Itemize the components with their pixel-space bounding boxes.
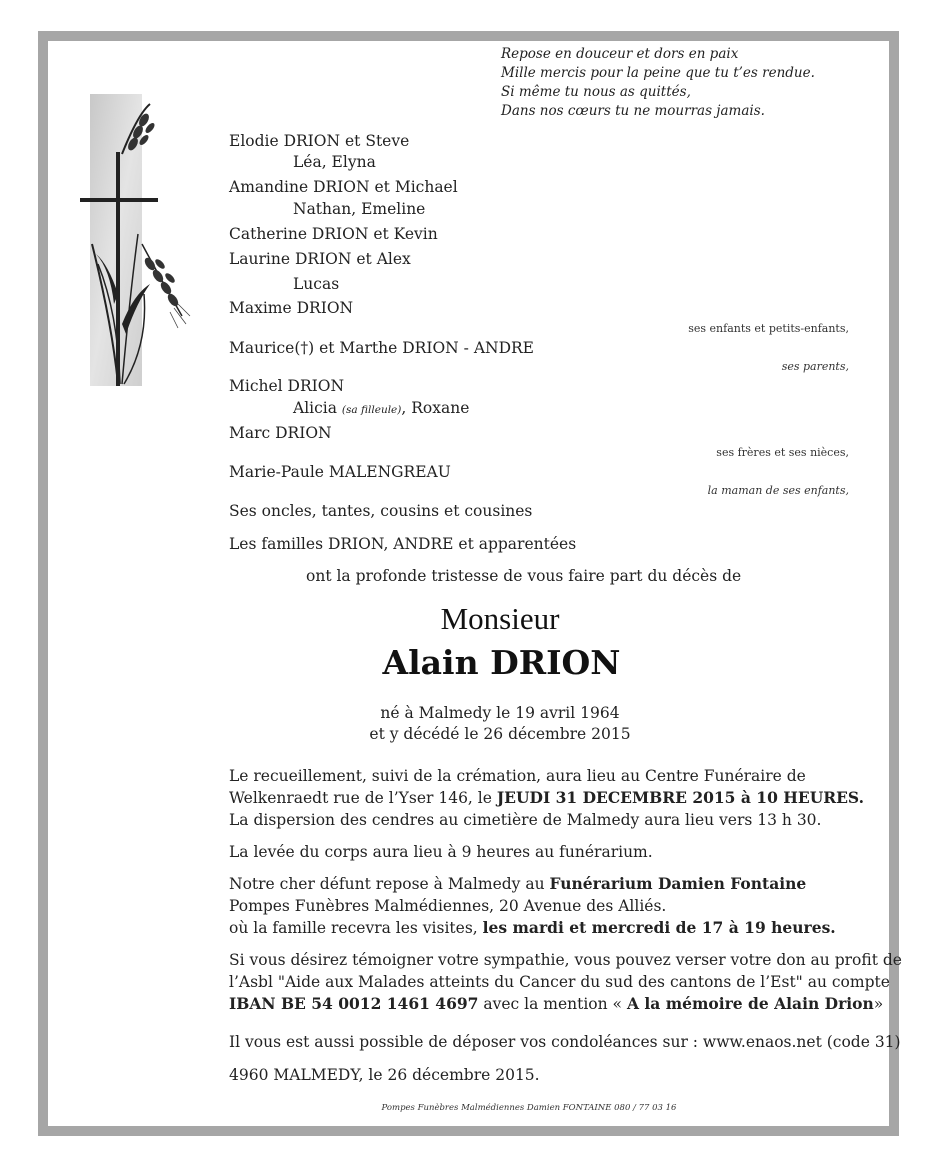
family-line: Michel DRION	[229, 377, 345, 395]
cross-with-wheat-icon	[78, 94, 198, 386]
family-line	[293, 399, 469, 417]
family-line: Marie-Paule MALENGREAU	[229, 463, 451, 481]
visitation-line	[229, 873, 836, 895]
ceremony-text: Welkenraedt rue de l’Yser 146, le	[229, 789, 497, 807]
relationship-label: ses frères et ses nièces,	[716, 446, 849, 459]
family-line: Nathan, Emeline	[293, 200, 426, 218]
poem	[501, 45, 815, 121]
family-line: Léa, Elyna	[293, 153, 376, 171]
poem-line: Mille mercis pour la peine que tu t’es rendue.	[501, 65, 815, 81]
donation-line	[229, 993, 902, 1015]
family-line: Ses oncles, tantes, cousins et cousines	[229, 502, 533, 520]
announcement: ont la profonde tristesse de vous faire part du décès de	[306, 567, 742, 585]
ceremony-paragraph	[229, 765, 864, 831]
visitation-paragraph	[229, 873, 836, 939]
donation-line: l’Asbl "Aide aux Malades atteints du Cancer du sud des cantons de l’Est" au compte	[229, 973, 890, 991]
birth-info: né à Malmedy le 19 avril 1964	[380, 704, 620, 722]
family-line: Maurice(†) et Marthe DRION - ANDRE	[229, 339, 534, 357]
donation-text: avec la mention «	[478, 995, 627, 1013]
donation-line: Si vous désirez témoigner votre sympathie, vous pouvez verser votre don au profit de	[229, 951, 902, 969]
condolences-paragraph: Il vous est aussi possible de déposer vos condoléances sur : www.enaos.net (code 31)	[229, 1033, 901, 1051]
donation-mention: A la mémoire de Alain Drion	[626, 994, 874, 1013]
family-line: Maxime DRION	[229, 299, 354, 317]
death-info: et y décédé le 26 décembre 2015	[369, 725, 631, 743]
family-line: Elodie DRION et Steve	[229, 132, 410, 150]
iban-number: IBAN BE 54 0012 1461 4697	[229, 994, 479, 1013]
visitation-text: Notre cher défunt repose à Malmedy au	[229, 875, 550, 893]
deceased-title: Monsieur	[440, 601, 560, 636]
ceremony-line	[229, 787, 864, 809]
removal-paragraph: La levée du corps aura lieu à 9 heures au funérarium.	[229, 843, 653, 861]
place-date: 4960 MALMEDY, le 26 décembre 2015.	[229, 1066, 540, 1084]
footer-funeral-home: Pompes Funèbres Malmédiennes Damien FONTAINE 080 / 77 03 16	[381, 1103, 677, 1113]
deceased-name: Alain DRION	[382, 643, 621, 682]
family-line: Les familles DRION, ANDRE et apparentées	[229, 535, 577, 553]
poem-line: Si même tu nous as quittés,	[501, 84, 691, 100]
poem-line: Repose en douceur et dors en paix	[501, 46, 739, 62]
ceremony-date: JEUDI 31 DECEMBRE 2015 à 10 HEURES.	[496, 788, 864, 807]
relationship-label: la maman de ses enfants,	[707, 484, 849, 497]
poem-line: Dans nos cœurs tu ne mourras jamais.	[501, 103, 765, 119]
relationship-label: ses enfants et petits-enfants,	[688, 322, 849, 335]
donation-paragraph	[229, 949, 902, 1015]
visitation-line	[229, 917, 836, 939]
family-line: Catherine DRION et Kevin	[229, 225, 438, 243]
family-line: Marc DRION	[229, 424, 332, 442]
visitation-line: Pompes Funèbres Malmédiennes, 20 Avenue des Alliés.	[229, 897, 667, 915]
family-line: Amandine DRION et Michael	[229, 178, 458, 196]
visitation-text: où la famille recevra les visites,	[229, 919, 483, 937]
relationship-label: ses parents,	[781, 360, 849, 373]
ceremony-line: Le recueillement, suivi de la crémation, aura lieu au Centre Funéraire de	[229, 767, 806, 785]
family-line: Laurine DRION et Alex	[229, 250, 411, 268]
family-line: Lucas	[293, 275, 340, 293]
godchild-note: (sa filleule)	[341, 404, 402, 416]
name-text: Alicia	[293, 399, 342, 417]
funeral-home-name: Funérarium Damien Fontaine	[549, 874, 807, 893]
donation-text: »	[873, 995, 884, 1013]
visitation-hours: les mardi et mercredi de 17 à 19 heures.	[482, 918, 836, 937]
ceremony-line: La dispersion des cendres au cimetière de Malmedy aura lieu vers 13 h 30.	[229, 811, 822, 829]
name-text: , Roxane	[401, 399, 470, 417]
